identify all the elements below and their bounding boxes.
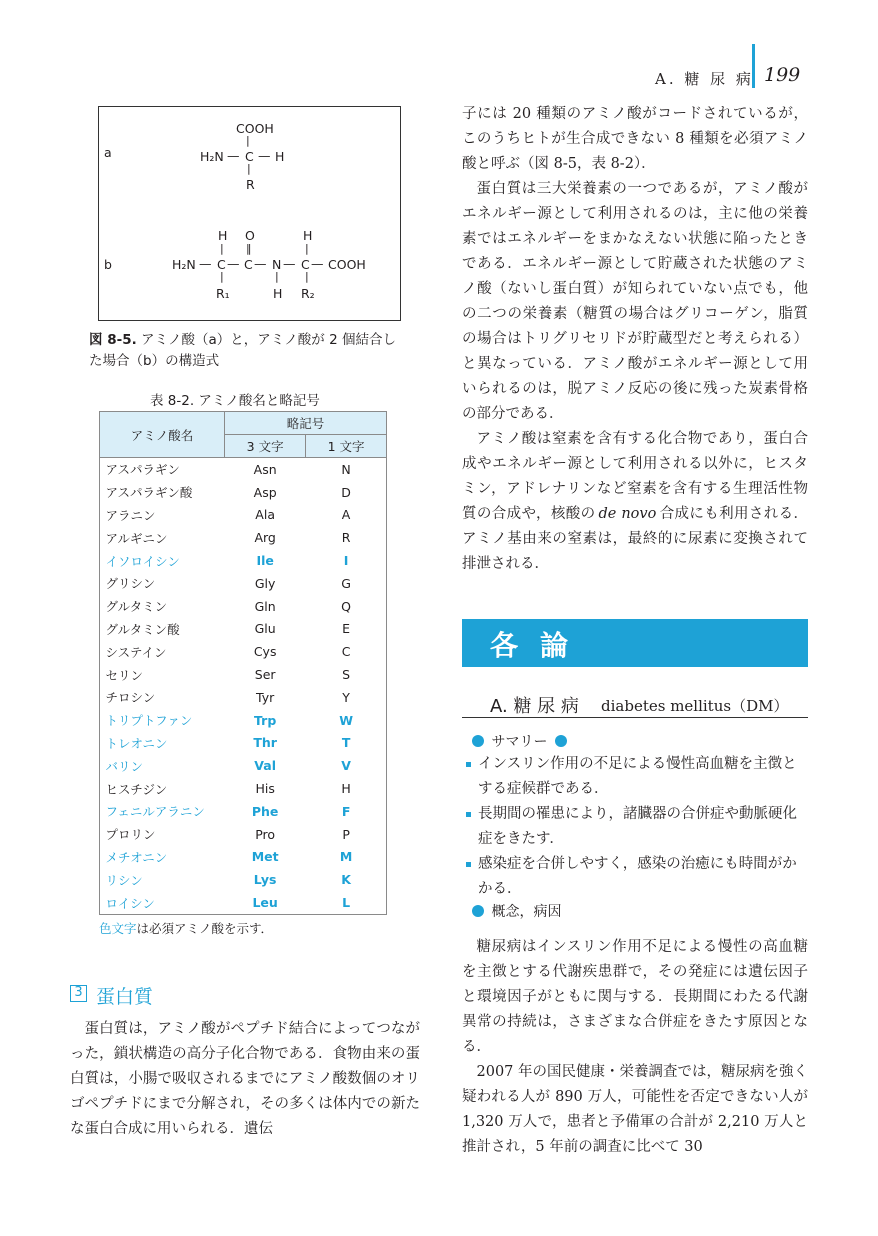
kakuron-title: 各論 — [490, 629, 591, 662]
amino-acid-table — [99, 411, 387, 914]
amino-acid-name: セリン — [105, 667, 144, 683]
amino-acid-name: トリプトファン — [105, 713, 193, 729]
bond-b-d2: — — [227, 256, 240, 271]
amino-acid-name: トレオニン — [105, 735, 168, 751]
amino-acid-name: アルギニン — [105, 530, 168, 546]
table-row — [100, 618, 387, 641]
chem-cooh-a: COOH — [236, 121, 274, 136]
running-head: A. 糖 尿 病 — [655, 70, 754, 88]
three-letter-code: Phe — [251, 803, 279, 819]
list-item — [466, 852, 808, 902]
bond-b-d3: — — [254, 256, 267, 271]
one-letter-code: T — [341, 735, 351, 751]
concept-heading — [472, 901, 561, 921]
chem-c-b1: C — [217, 257, 226, 272]
amino-acid-name: ヒスチジン — [105, 781, 168, 797]
one-letter-code: W — [339, 712, 353, 728]
one-letter-code: G — [341, 575, 351, 591]
amino-acid-name: グルタミン — [105, 599, 168, 615]
bond-b-r1: | — [220, 270, 224, 283]
one-letter-code: Y — [342, 689, 350, 705]
chem-o-b: O — [245, 228, 255, 243]
three-letter-code: Thr — [253, 735, 277, 751]
chem-cooh-b: COOH — [328, 257, 366, 272]
amino-acid-name: グルタミン酸 — [105, 621, 180, 637]
three-letter-code: Ala — [255, 507, 275, 523]
bond-a-up: | — [246, 134, 250, 147]
paragraph-1: 子には 20 種類のアミノ酸がコードされているが，このうちヒトが生合成できない 8 種類を必須アミノ酸と呼ぶ（図 8-5，表 8-2）． — [462, 106, 808, 172]
paragraph-3-italic: de novo — [598, 506, 657, 522]
table-row — [100, 458, 387, 481]
table-row — [100, 481, 387, 504]
chem-r-a: R — [246, 177, 255, 192]
one-letter-code: K — [341, 872, 351, 888]
one-letter-code: E — [342, 621, 351, 637]
three-letter-code: Gly — [254, 575, 276, 591]
col-header-1: 1 文字 — [306, 435, 387, 458]
list-item — [466, 802, 808, 852]
chem-c-a: C — [245, 149, 254, 164]
section-title: 蛋白質 — [96, 986, 154, 1008]
square-bullet-icon — [466, 762, 471, 767]
bond-a-left: — — [227, 148, 240, 163]
amino-acid-name: ロイシン — [105, 895, 155, 911]
three-letter-code: Arg — [254, 530, 276, 546]
table-row — [100, 846, 387, 869]
table-row — [100, 595, 387, 618]
section-paragraph — [70, 1017, 420, 1142]
three-letter-code: Pro — [255, 826, 276, 842]
one-letter-code: S — [342, 667, 351, 683]
section-a-title: A. 糖 尿 病 — [490, 696, 579, 717]
paragraph-3 — [462, 427, 808, 577]
one-letter-code: L — [342, 895, 351, 911]
amino-acid-name: アスパラギン — [105, 462, 180, 478]
table-row — [100, 572, 387, 595]
one-letter-code: V — [341, 758, 351, 774]
concept-label: 概念，病因 — [491, 904, 562, 920]
dot-icon — [555, 735, 567, 747]
bond-a-right: — — [258, 148, 271, 163]
paragraph-3-text: アミノ酸は窒素を含有する化合物であり，蛋白合成やエネルギー源として利用される以外に，ヒスタミン，アドレナリンなど窒素を含有する生理活性物質の合成や，核酸の — [462, 431, 808, 522]
col-header-3: 3 文字 — [225, 435, 306, 458]
section-number-badge: 3 — [70, 985, 87, 1002]
bond-b1: | — [220, 242, 224, 255]
three-letter-code: Val — [254, 758, 276, 774]
chem-n-b: N — [272, 257, 282, 272]
paragraph-2: 蛋白質は三大栄養素の一つであるが，アミノ酸がエネルギー源として利用されるのは，主に他の栄養素ではエネルギーをまかなえない状態に陥ったときである．エネルギー源として貯蔵された状態のアミノ酸（ないし蛋白質）が知られていない点でも，他の二つの栄養素（糖質の場合はグリコーゲン，脂質の場合はトリグリセリドが貯蔵型だと考えられる）と異なっている．アミノ酸がエネルギー源として用いられるのは，脱アミノ反応の後に残った炭素骨格の部分である． — [462, 181, 808, 422]
three-letter-code: Ile — [256, 553, 274, 569]
amino-acid-rows — [100, 458, 387, 914]
chem-r1: R₁ — [216, 286, 230, 301]
one-letter-code: Q — [341, 598, 351, 614]
table-caption: 表 8-2. アミノ酸名と略記号 — [150, 393, 320, 409]
dot-icon — [472, 905, 484, 917]
chem-c-b3: C — [301, 257, 310, 272]
three-letter-code: Glu — [254, 621, 276, 637]
amino-acid-name: イソロイシン — [105, 553, 180, 569]
chem-h2n-a: H₂N — [200, 149, 224, 164]
square-bullet-icon — [466, 862, 471, 867]
one-letter-code: M — [339, 849, 353, 865]
one-letter-code: I — [343, 553, 349, 569]
chem-h-nh: H — [273, 286, 283, 301]
table-row — [100, 686, 387, 709]
amino-acid-name: グリシン — [105, 576, 156, 592]
list-item — [466, 752, 808, 802]
chem-r2: R₂ — [301, 286, 315, 301]
three-letter-code: Met — [251, 849, 279, 865]
amino-acid-name: システイン — [105, 644, 167, 660]
figure-caption — [89, 330, 409, 372]
three-letter-code: Asn — [253, 461, 277, 477]
summary-bullets — [466, 752, 808, 902]
one-letter-code: C — [341, 644, 351, 660]
figure-caption-text: アミノ酸（a）と，アミノ酸が 2 個結合した場合（b）の構造式 — [89, 332, 396, 369]
col-header-name: アミノ酸名 — [100, 412, 225, 458]
table-row — [100, 868, 387, 891]
amino-acid-name: チロシン — [105, 690, 156, 706]
three-letter-code: Gln — [254, 598, 276, 614]
amino-acid-name: バリン — [105, 758, 144, 774]
amino-acid-name: アスパラギン酸 — [105, 485, 193, 501]
amino-acid-name: メチオニン — [105, 849, 168, 865]
concept-paragraphs — [462, 935, 808, 1160]
concept-paragraph-1: 糖尿病はインスリン作用不足による慢性の高血糖を主徴とする代謝疾患群で，その発症には遺伝因子と環境因子がともに関与する．長期間にわたる代謝異常の持続は，さまざまな合併症をきたす原因となる． — [462, 939, 808, 1055]
table-row — [100, 754, 387, 777]
bullet-text: 感染症を合併しやすく，感染の治癒にも時間がかかる． — [478, 856, 797, 897]
concept-paragraph-2: 2007 年の国民健康・栄養調査では，糖尿病を強く疑われる人が 890 万人，可能性を否定できない人が 1,320 万人で，患者と予備軍の合計が 2,210 万人と推計され，5 年前の調査に比べて 30 — [462, 1064, 809, 1155]
table-row — [100, 800, 387, 823]
one-letter-code: A — [341, 507, 351, 523]
summary-label: サマリー — [491, 734, 548, 750]
three-letter-code: His — [255, 781, 275, 797]
square-bullet-icon — [466, 812, 471, 817]
table-row — [100, 526, 387, 549]
bond-a-down: | — [247, 162, 251, 175]
bullet-text: 長期間の罹患により，諸臓器の合併症や動脈硬化症をきたす． — [478, 806, 797, 847]
three-letter-code: Trp — [254, 712, 277, 728]
dot-icon — [472, 735, 484, 747]
amino-acid-name: プロリン — [105, 827, 156, 843]
one-letter-code: F — [341, 803, 351, 819]
summary-heading — [472, 731, 567, 751]
figure-caption-number: 図 8-5. — [89, 332, 137, 348]
table-note — [99, 919, 273, 937]
table-note-colored: 色文字 — [99, 921, 137, 936]
paragraph-3-end: 合成にも利用される．アミノ基由来の窒素は，最終的に尿素に変換されて排泄される． — [462, 506, 808, 572]
chem-h-b2: H — [303, 228, 313, 243]
page-number: 199 — [764, 64, 801, 86]
one-letter-code: R — [341, 530, 351, 546]
table-row — [100, 777, 387, 800]
bond-b2: | — [305, 242, 309, 255]
bond-b-d5: — — [311, 256, 324, 271]
chem-h-b1: H — [218, 228, 228, 243]
bond-b-dbl: ‖ — [246, 242, 252, 255]
col-header-abbr: 略記号 — [225, 412, 387, 435]
amino-acid-name: フェニルアラニン — [105, 804, 205, 820]
three-letter-code: Asp — [253, 484, 277, 500]
table-row — [100, 504, 387, 527]
bond-b-d1: — — [199, 256, 212, 271]
section-a-rule — [462, 717, 808, 718]
table-row — [100, 663, 387, 686]
three-letter-code: Tyr — [256, 689, 275, 705]
panel-b-label: b — [104, 257, 112, 272]
amino-acid-name: リシン — [105, 872, 143, 888]
table-row — [100, 709, 387, 732]
table-note-rest: は必須アミノ酸を示す． — [136, 921, 274, 936]
bond-b-nh: | — [275, 270, 279, 283]
amino-acid-name: アラニン — [105, 507, 156, 523]
bullet-text: インスリン作用の不足による慢性高血糖を主徴とする症候群である． — [478, 756, 797, 797]
bond-b-r2: | — [305, 270, 309, 283]
table-row — [100, 891, 387, 914]
table-row — [100, 823, 387, 846]
chem-h2n-b: H₂N — [172, 257, 196, 272]
table-row — [100, 732, 387, 755]
one-letter-code: H — [341, 781, 351, 797]
bond-b-d4: — — [283, 256, 296, 271]
three-letter-code: Leu — [252, 895, 278, 911]
one-letter-code: N — [341, 461, 351, 477]
one-letter-code: D — [341, 484, 351, 500]
table-row — [100, 640, 387, 663]
table-row — [100, 549, 387, 572]
chem-c-b2: C — [244, 257, 253, 272]
chem-h-a: H — [275, 149, 285, 164]
three-letter-code: Cys — [253, 644, 277, 660]
three-letter-code: Lys — [253, 872, 277, 888]
section-a-english: diabetes mellitus（DM） — [601, 697, 789, 715]
panel-a-label: a — [104, 145, 112, 160]
one-letter-code: P — [342, 826, 350, 842]
right-paragraphs — [462, 102, 808, 577]
three-letter-code: Ser — [254, 667, 276, 683]
section-paragraph-text: 蛋白質は，アミノ酸がペプチド結合によってつながった，鎖状構造の高分子化合物である．食物由来の蛋白質は，小腸で吸収されるまでにアミノ酸数個のオリゴペプチドにまで分解され，その多くは体内での新たな蛋白合成に用いられる．遺伝 — [70, 1021, 420, 1137]
